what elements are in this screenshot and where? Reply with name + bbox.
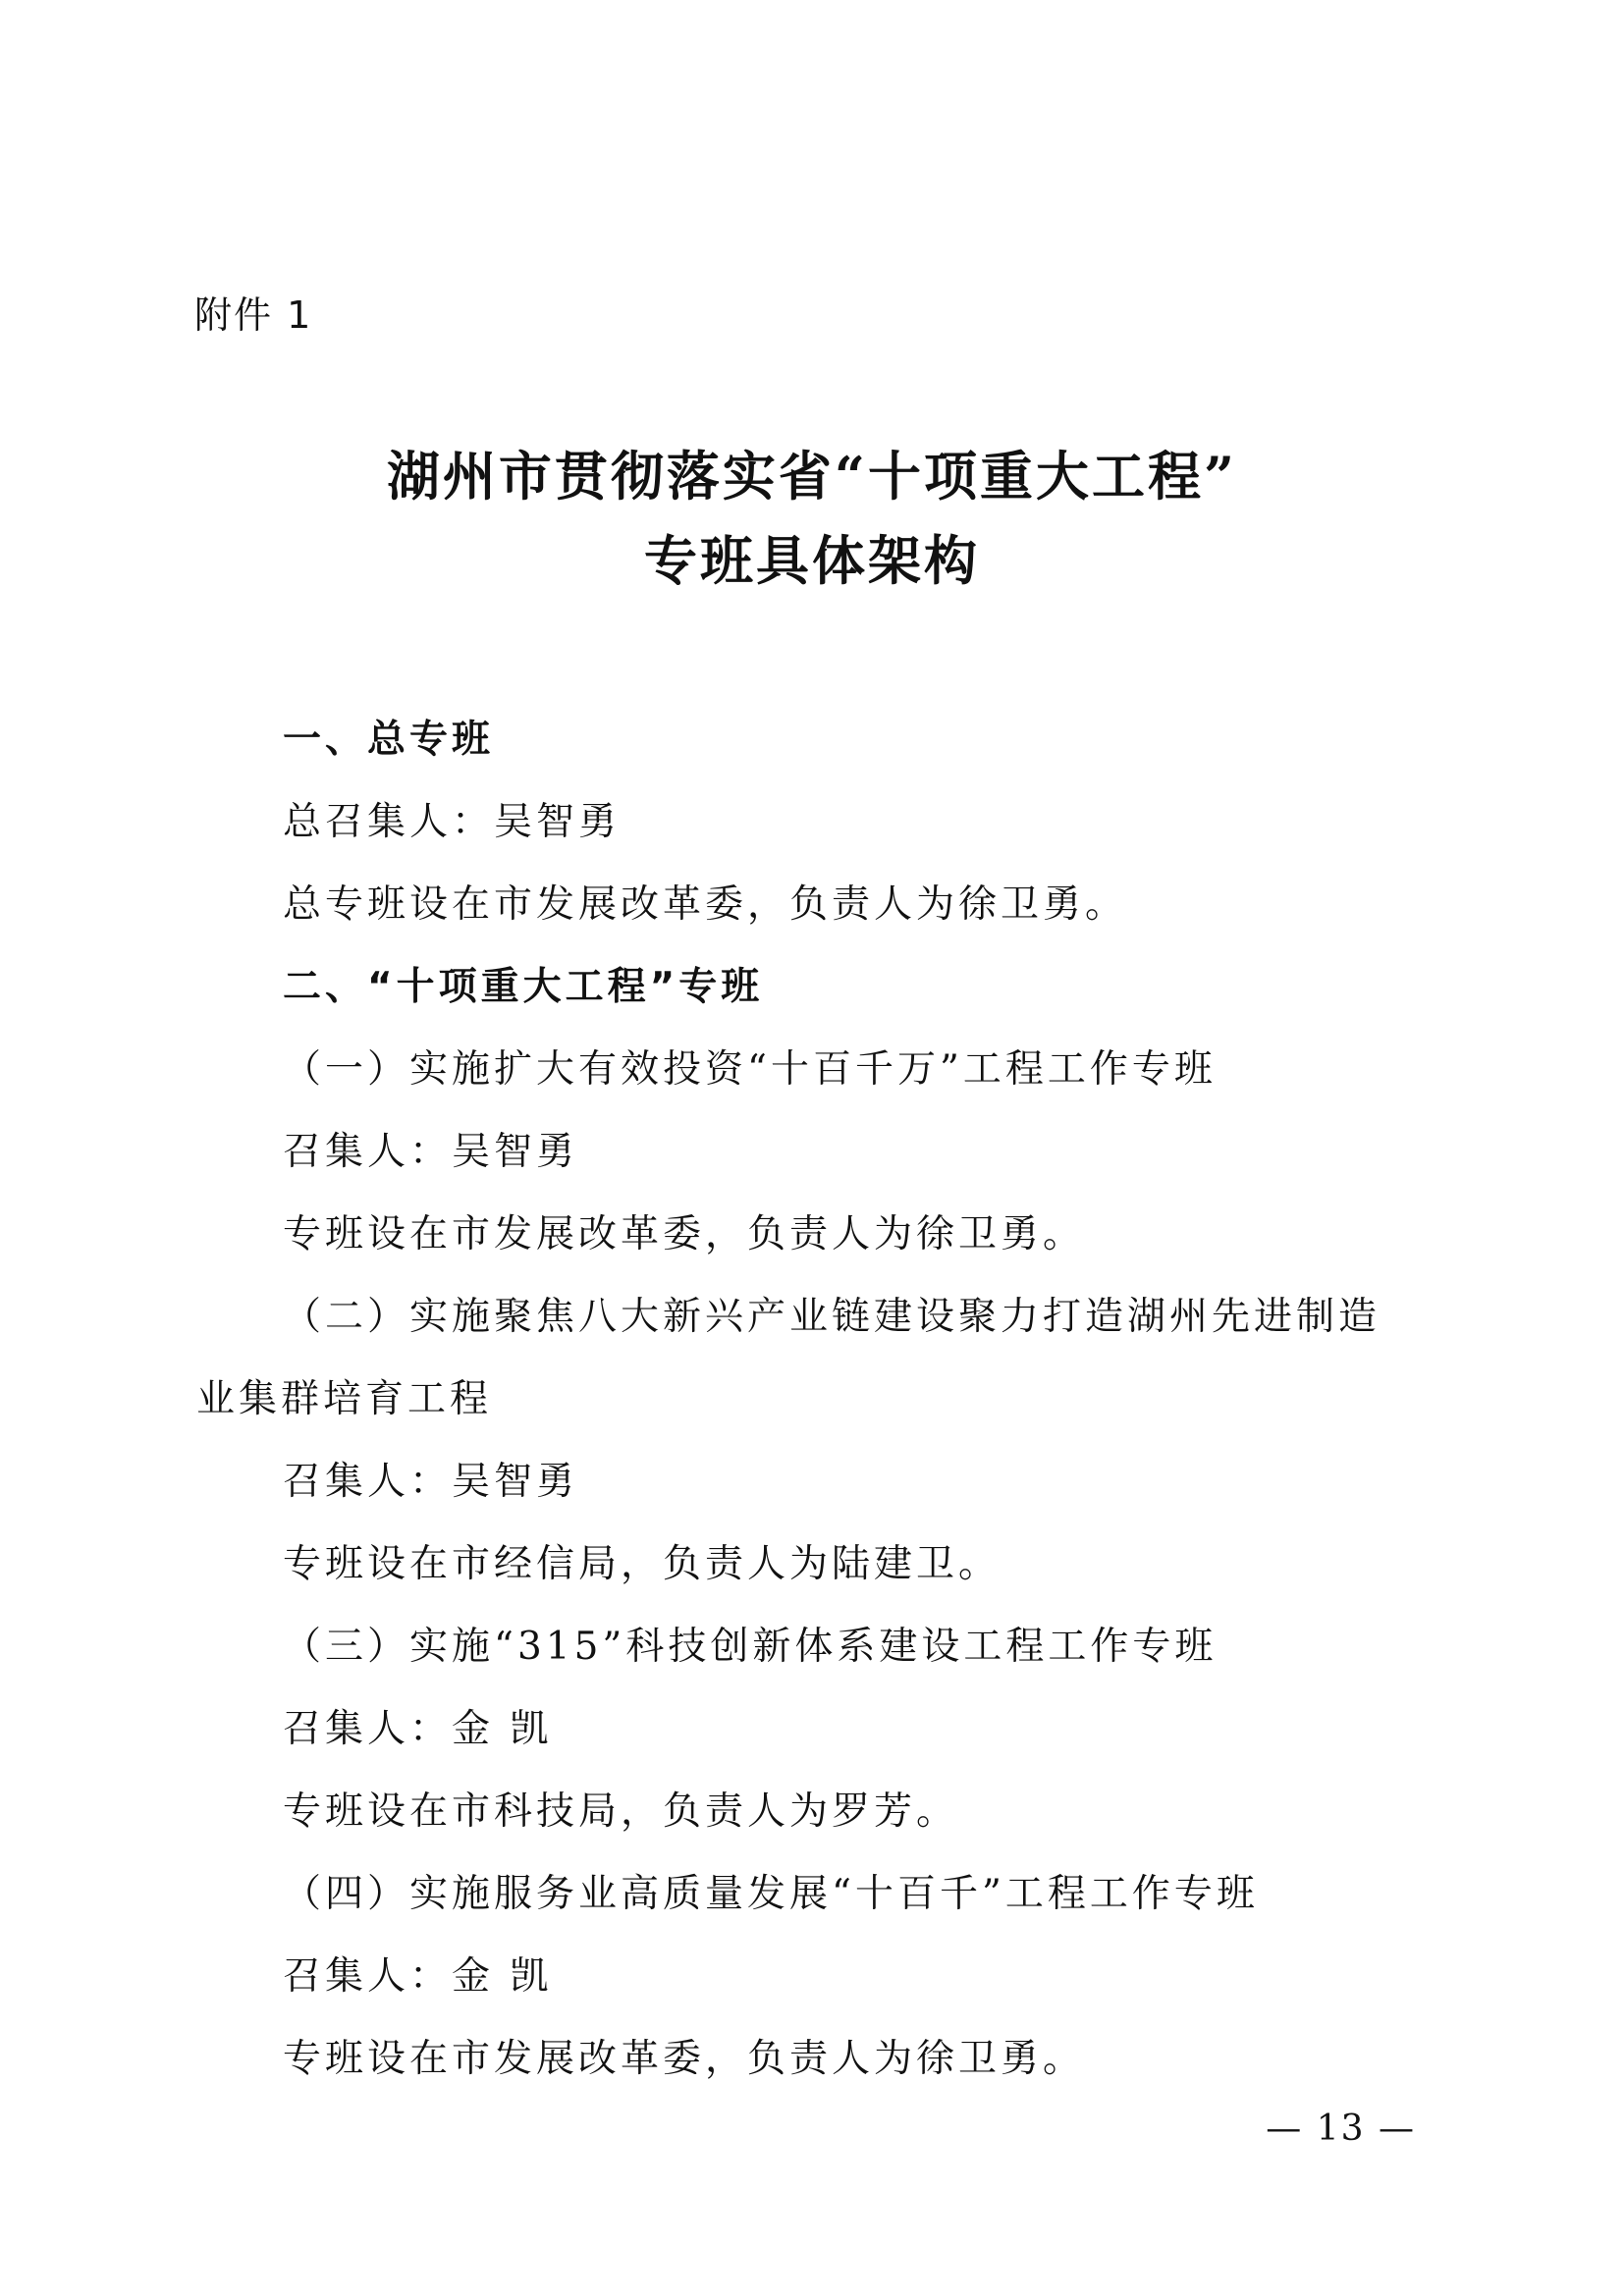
body-line: 召集人：吴智勇 — [283, 1460, 579, 1504]
body-line: （一）实施扩大有效投资“十百千万”工程工作专班 — [283, 1047, 1217, 1092]
body-line: （三）实施“315”科技创新体系建设工程工作专班 — [283, 1625, 1218, 1669]
page-number: — 13 — — [1266, 2109, 1416, 2149]
document-title-line-1: 湖州市贯彻落实省“十项重大工程” — [386, 445, 1238, 507]
body-line: 召集人：金 凯 — [283, 1954, 553, 1999]
body-line: 召集人：吴智勇 — [283, 1130, 579, 1174]
body-line: 业集群培育工程 — [196, 1377, 493, 1421]
body-line: 总召集人：吴智勇 — [283, 800, 622, 844]
section-heading: 二、“十项重大工程”专班 — [283, 965, 764, 1009]
body-line: 专班设在市科技局，负责人为罗芳。 — [283, 1789, 959, 1834]
body-line: 总专班设在市发展改革委，负责人为徐卫勇。 — [283, 882, 1128, 927]
document-body — [196, 699, 1437, 2101]
attachment-label: 附件 1 — [194, 294, 313, 337]
body-line: 召集人：金 凯 — [283, 1707, 553, 1751]
section-heading: 一、总专班 — [283, 718, 495, 762]
body-line: （二）实施聚焦八大新兴产业链建设聚力打造湖州先进制造 — [283, 1295, 1381, 1339]
body-line: 专班设在市发展改革委，负责人为徐卫勇。 — [283, 1212, 1086, 1256]
document-title-line-2: 专班具体架构 — [644, 529, 980, 592]
body-line: （四）实施服务业高质量发展“十百千”工程工作专班 — [283, 1872, 1259, 1916]
body-line: 专班设在市发展改革委，负责人为徐卫勇。 — [283, 2037, 1086, 2081]
body-line: 专班设在市经信局，负责人为陆建卫。 — [283, 1542, 1001, 1586]
